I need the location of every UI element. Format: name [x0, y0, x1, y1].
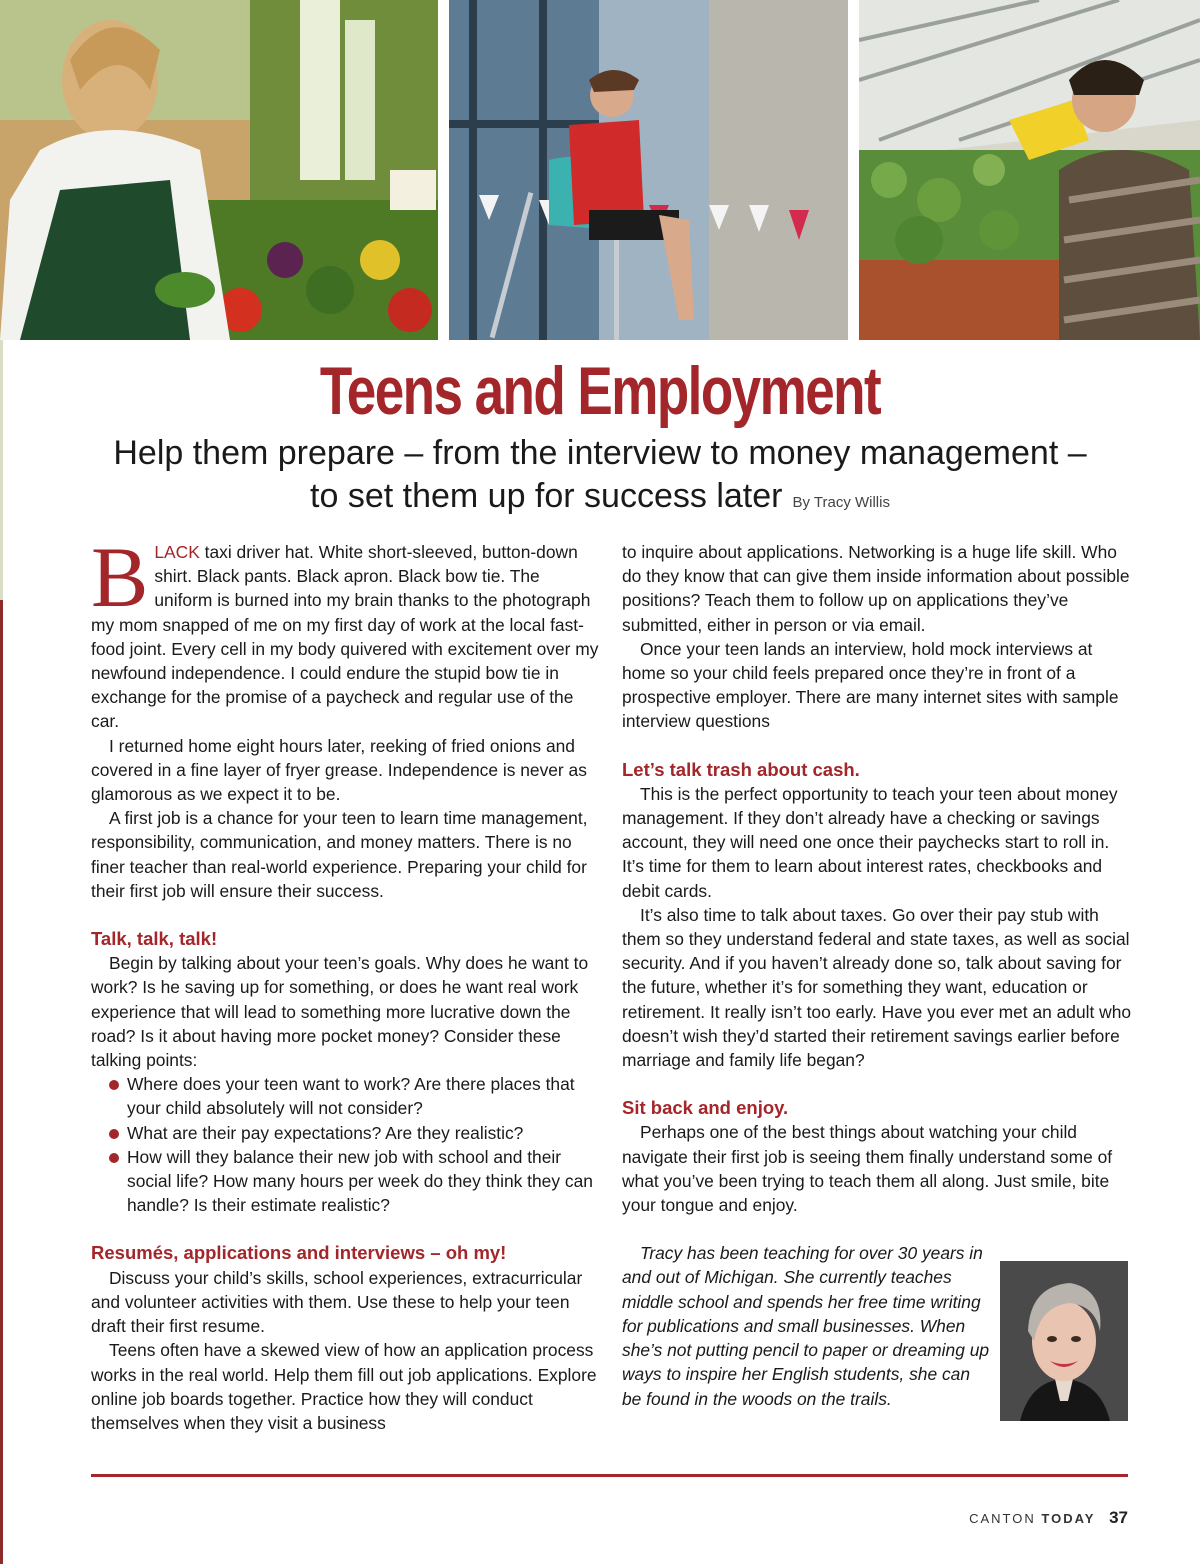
- section-heading-enjoy: Sit back and enjoy.: [622, 1097, 789, 1119]
- paragraph: A first job is a chance for your teen to learn time management, responsibility, communication, and money matters. There is no finer teacher than real-world experience. Preparing your child for their first job will ensure their success.: [91, 808, 588, 901]
- paragraph: BLACK taxi driver hat. White short-sleeved, button-down shirt. Black pants. Black apron. Black bow tie. The uniform is burned into my brain thanks to the photograph my mom snapped of me on my first day of work at the local fast-food joint. Every cell in my body quivered with excitement over my newfound independence. I could endure the stupid bow tie in exchange for the promise of a paycheck and regular use of the car.: [91, 529, 599, 732]
- paragraph: Begin by talking about your teen’s goals. Why does he want to work? Is he saving up for something, or does he want real work experience that will lead to something more lucrative down the road? Is it about having more pocket money? Consider these talking points:: [91, 953, 589, 1071]
- paragraph: I returned home eight hours later, reeking of fried onions and covered in a fine layer of fryer grease. Independence is never as glamorous as we expect it to be.: [91, 735, 587, 805]
- bottom-divider: [91, 1474, 1128, 1477]
- paragraph: Perhaps one of the best things about watching your child navigate their first job is seeing them finally understand some of what you’ve been trying to teach them all along. Just smile, bite your tongue and enjoy.: [622, 1122, 1113, 1216]
- page-number: 37: [1109, 1508, 1128, 1527]
- section-heading-talk: Talk, talk, talk!: [91, 928, 218, 950]
- author-photo: [1000, 1261, 1128, 1421]
- subtitle-line-2: to set them up for success later By Tracy Willis: [310, 477, 890, 515]
- decorative-edge-rule: [0, 600, 3, 1564]
- article-subtitle: [0, 432, 1200, 524]
- photo-grocery-worker: [0, 0, 438, 340]
- paragraph: Teens often have a skewed view of how an application process works in the real world. Help them fill out job applications. Explore online job boards together. Practice how they will conduct themselves when they visit a business: [91, 1340, 597, 1433]
- byline: By Tracy Willis: [792, 494, 890, 511]
- list-item: What are their pay expectations? Are they realistic?: [109, 1121, 601, 1145]
- paragraph: Once your teen lands an interview, hold mock interviews at home so your child feels prepared once they’re in front of a prospective employer. There are many internet sites with sample interview questions: [622, 638, 1119, 732]
- left-column: [91, 529, 601, 1435]
- article-title: Teens and Employment: [319, 353, 881, 429]
- bio-text: Tracy has been teaching for over 30 years in and out of Michigan. She currently teaches middle school and spends her free time writing for publications and small businesses. When she’s not putting pencil to paper or dreaming up ways to inspire her English students, she can be found in the woods on the trails.: [622, 1243, 990, 1409]
- list-item: Where does your teen want to work? Are there places that your child absolutely will not consider?: [109, 1072, 601, 1120]
- paragraph: to inquire about applications. Networking is a huge life skill. Who do they know that can give them inside information about possible positions? Teach them to follow up on applications they’ve submitted, either in person or via email.: [622, 542, 1130, 635]
- photo-greenhouse: [859, 0, 1200, 340]
- magazine-name: CANTON: [969, 1511, 1036, 1526]
- subtitle-line-1: Help them prepare – from the interview to money management –: [113, 434, 1087, 472]
- lead-word: LACK: [154, 542, 200, 562]
- section-heading-resumes: Resumés, applications and interviews – oh my!: [91, 1242, 507, 1264]
- author-bio: [622, 1241, 992, 1410]
- section-heading-cash: Let’s talk trash about cash.: [622, 758, 860, 780]
- photo-lifeguard: [449, 0, 848, 340]
- talking-points-list: [91, 1072, 601, 1217]
- paragraph: Discuss your child’s skills, school experiences, extracurricular and volunteer activities with them. Use these to help your teen draft their first resume.: [91, 1267, 583, 1337]
- photo-strip: [0, 0, 1200, 340]
- magazine-name-bold: TODAY: [1041, 1511, 1096, 1526]
- paragraph: It’s also time to talk about taxes. Go over their pay stub with them so they understand federal and state taxes, as well as social security. And if you haven’t already done so, talk about saving for the future, whether it’s for something they want, education or retirement. It really isn’t too early. Have you ever met an adult who doesn’t wish they’d started their retirement savings earlier before marriage and family life began?: [622, 904, 1132, 1071]
- drop-cap: B: [91, 529, 149, 625]
- list-item: How will they balance their new job with school and their social life? How many hours per week do they think they can handle? Is their estimate realistic?: [109, 1145, 601, 1218]
- page-footer: [969, 1508, 1128, 1528]
- paragraph: This is the perfect opportunity to teach your teen about money management. If they don’t already have a checking or savings account, they will need one once their paychecks start to roll in. It’s time for them to learn about interest rates, checkbooks and debit cards.: [622, 783, 1118, 901]
